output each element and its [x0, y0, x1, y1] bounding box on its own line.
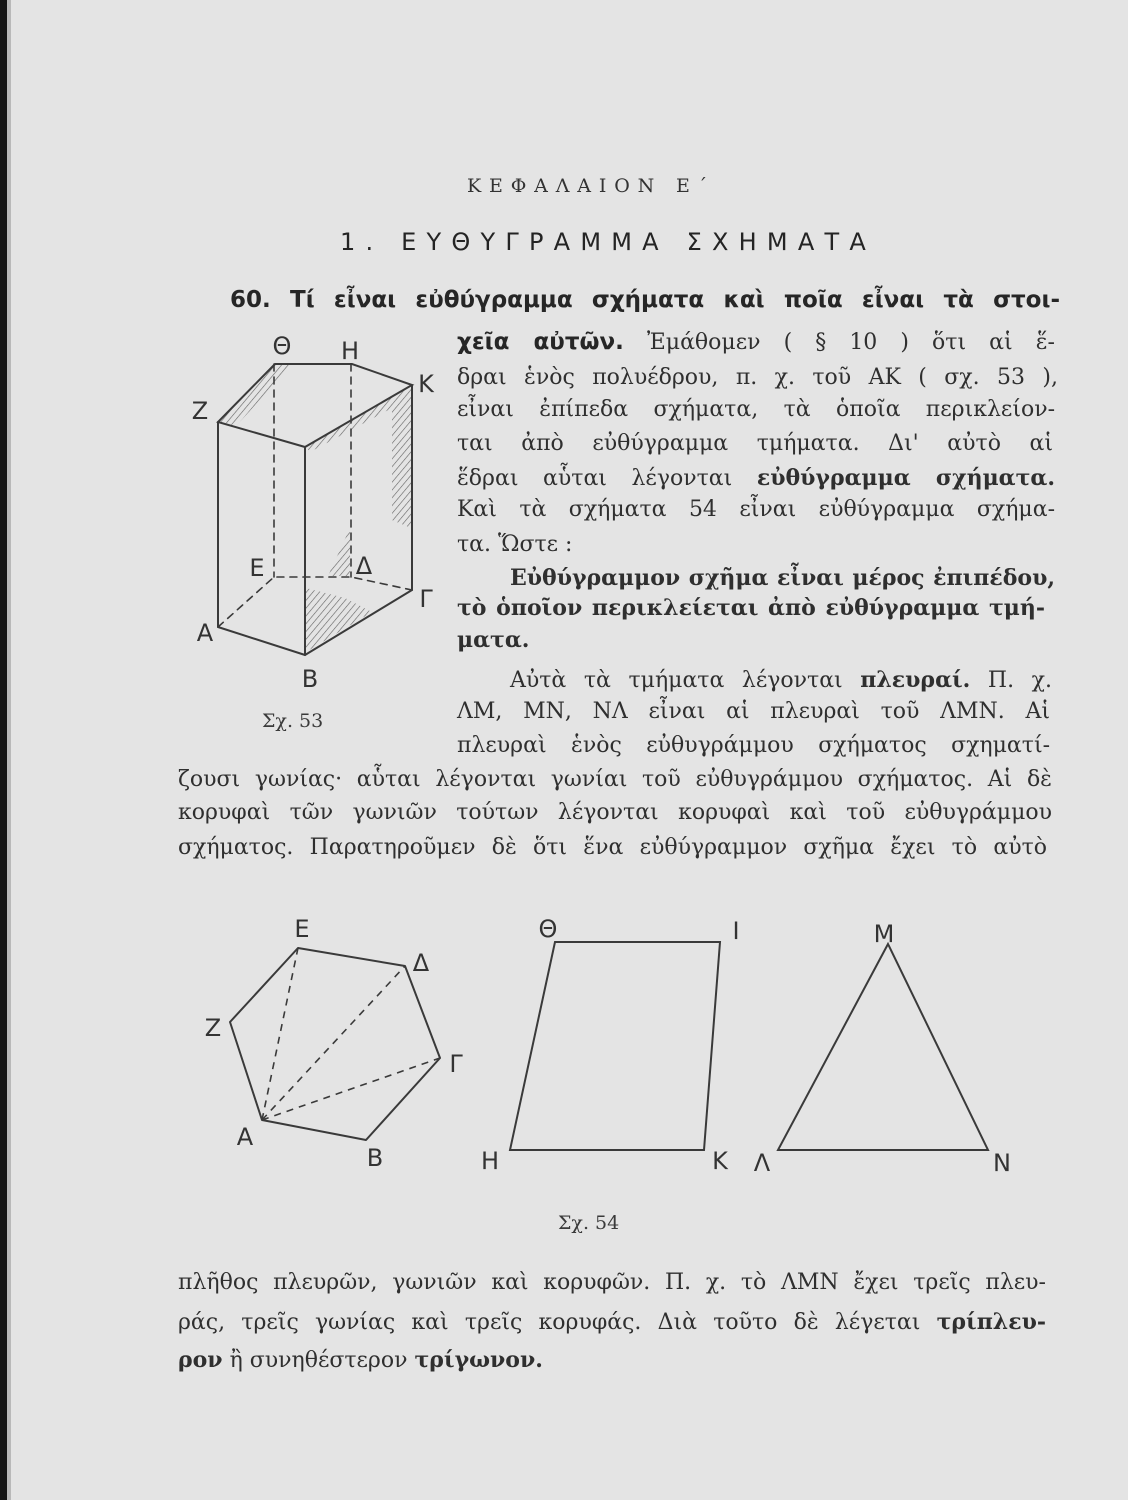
vertex-label: Ε: [294, 915, 310, 943]
vertex-label: Δ: [412, 949, 430, 977]
text-line: σχήματος. Παρατηροῦμεν δὲ ὅτι ἕνα εὐθύγραμμον σχῆμα ἔχει τὸ αὐτὸ: [178, 835, 1047, 860]
line-text: ράς, τρεῖς γωνίας καὶ τρεῖς κορυφάς. Διὰ τοῦτο δὲ λέγεται: [178, 1310, 921, 1335]
vertex-label: Η: [340, 337, 360, 365]
text-line: ται ἀπὸ εὐθύγραμμα τμήματα. Δι' αὐτὸ αἱ: [457, 431, 1053, 456]
hatch-region: [328, 528, 350, 576]
hatch-region: [306, 386, 411, 528]
text-line: κορυφαὶ τῶν γωνιῶν τούτων λέγονται κορυφαὶ καὶ τοῦ εὐθυγράμμου: [178, 800, 1052, 825]
line-text: Ἐμάθομεν ( § 10 ) ὅτι αἱ ἕ-: [647, 330, 1055, 355]
vertex-label: Γ: [419, 585, 433, 613]
vertex-label: Κ: [712, 1147, 728, 1175]
bold-term: εὐθύγραμμα σχήματα.: [756, 465, 1055, 491]
vertex-label: Ζ: [191, 397, 209, 425]
vertex-label: Β: [366, 1144, 384, 1172]
figure-54-caption: Σχ. 54: [558, 1212, 620, 1234]
definition-line: Εὐθύγραμμον σχῆμα εἶναι μέρος ἐπιπέδου,: [510, 565, 1055, 591]
vertex-label: Ν: [993, 1149, 1011, 1177]
vertex-label: Ε: [249, 554, 265, 582]
vertex-label: Η: [480, 1147, 500, 1175]
text-line: ζουσι γωνίας· αὗται λέγονται γωνίαι τοῦ εὐθυγράμμου σχήματος. Αἱ δὲ: [178, 767, 1052, 792]
vertex-label: Β: [301, 665, 319, 693]
figure-53-prism: [218, 364, 412, 655]
hatch-region: [219, 365, 292, 426]
text-line: Καὶ τὰ σχήματα 54 εἶναι εὐθύγραμμα σχήμα-: [457, 497, 1055, 522]
vertex-label: Δ: [355, 552, 373, 580]
line-text: Αὐτὰ τὰ τμήματα λέγονται: [510, 668, 843, 693]
figure-54-triangle: [778, 944, 988, 1150]
vertex-label: Μ: [873, 920, 895, 948]
vertex-label: Γ: [449, 1050, 463, 1078]
line-text: ἕδραι αὗται λέγονται: [457, 466, 733, 491]
figure-54-hexagon: [230, 948, 440, 1140]
text-line: ΛΜ, ΜΝ, ΝΛ εἶναι αἱ πλευραὶ τοῦ ΛΜΝ. Αἱ: [457, 699, 1050, 724]
quadrilateral-labels: [481, 915, 740, 1175]
figure-53-caption: Σχ. 53: [262, 710, 324, 732]
vertex-label: Ι: [732, 917, 740, 945]
text-line: πλευραὶ ἑνὸς εὐθυγράμμου σχήματος σχηματί-: [457, 733, 1050, 758]
hexagon-outline: [230, 948, 440, 1140]
vertex-label: Θ: [272, 332, 292, 360]
diagonal: [262, 966, 405, 1120]
section-title: 1. ΕΥΘΥΓΡΑΜΜΑ ΣΧΗΜΑΤΑ: [340, 228, 876, 256]
definition-line: ματα.: [457, 627, 530, 653]
vertex-label: Α: [236, 1123, 254, 1151]
vertex-label: Ζ: [204, 1014, 222, 1042]
line-text: ἢ συνηθέστερον: [229, 1348, 408, 1373]
bold-term: τρίγωνον.: [414, 1347, 543, 1373]
diagonal: [262, 948, 298, 1120]
vertex-label: Θ: [538, 915, 558, 943]
vertex-label: Λ: [753, 1149, 771, 1177]
figure-54-quadrilateral: [510, 942, 720, 1150]
paragraph-heading-end: χεῖα αὐτῶν.: [457, 329, 624, 355]
vertex-label: Κ: [418, 370, 434, 398]
vertex-label: Α: [196, 619, 214, 647]
text-line: πλῆθος πλευρῶν, γωνιῶν καὶ κορυφῶν. Π. χ. τὸ ΛΜΝ ἔχει τρεῖς πλευ-: [178, 1270, 1046, 1295]
text-line: δραι ἑνὸς πολυέδρου, π. χ. τοῦ ΑΚ ( σχ. 53 ),: [457, 365, 1058, 390]
triangle-labels: [754, 920, 1011, 1177]
line-text: Π. χ.: [987, 668, 1052, 693]
bold-term: πλευραί.: [860, 667, 971, 693]
paragraph-heading: 60. Τί εἶναι εὐθύγραμμα σχήματα καὶ ποῖα εἶναι τὰ στοι-: [230, 287, 1060, 313]
text-line: εἶναι ἐπίπεδα σχήματα, τὰ ὁποῖα περικλείον-: [457, 397, 1055, 422]
definition-line: τὸ ὁποῖον περικλείεται ἀπὸ εὐθύγραμμα τμή-: [457, 595, 1045, 621]
chapter-heading: ΚΕΦΑΛΑΙΟΝ Ε΄: [467, 175, 715, 197]
bold-term: ρον: [178, 1347, 223, 1373]
text-line: τα. Ὥστε :: [457, 532, 573, 557]
bold-term: τρίπλευ-: [936, 1309, 1047, 1335]
